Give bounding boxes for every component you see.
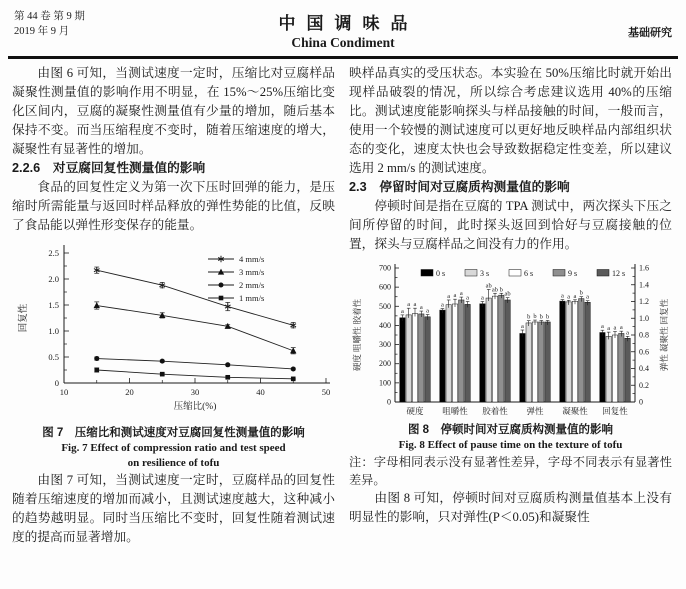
issue-info bbox=[14, 9, 132, 39]
svg-text:4 mm/s: 4 mm/s bbox=[239, 253, 265, 264]
svg-text:弹性 凝聚性 回复性: 弹性 凝聚性 回复性 bbox=[659, 298, 669, 371]
svg-text:600: 600 bbox=[379, 282, 391, 292]
svg-text:a: a bbox=[400, 307, 404, 315]
svg-text:6 s: 6 s bbox=[524, 268, 534, 278]
figure7-caption-cn: 图 7 压缩比和测试速度对豆腐回复性测量值的影响 bbox=[42, 426, 305, 439]
svg-text:a: a bbox=[419, 303, 423, 311]
svg-text:0: 0 bbox=[387, 397, 391, 406]
svg-text:3 mm/s: 3 mm/s bbox=[239, 266, 265, 277]
section-label: 基础研究 bbox=[628, 27, 672, 39]
svg-text:弹性: 弹性 bbox=[526, 405, 544, 416]
paragraph-pause-definition: 停顿时间是指在豆腐的 TPA 测试中，两次探头下压之间所停留的时间，此时探头返回到恰好与豆腐接触的位置，探头与豆腐样品之间没有力的作用。 bbox=[349, 198, 672, 251]
svg-text:1.0: 1.0 bbox=[48, 325, 59, 336]
svg-text:0.4: 0.4 bbox=[639, 363, 649, 373]
paragraph-fig6-discussion: 由图 6 可知，当测试速度一定时，压缩比对豆腐样品凝聚性测量值的影响作用不明显，在 15%～25%压缩比变化区间内，豆腐的凝聚性测量值有少量的增加，随后基本保持不变。而当压缩程度不变时，随着压缩速度的增大，凝聚性有显著性的增加。 bbox=[12, 65, 335, 156]
svg-text:a: a bbox=[619, 323, 623, 331]
svg-text:a: a bbox=[480, 294, 484, 301]
svg-text:硬度 咀嚼性 胶着性: 硬度 咀嚼性 胶着性 bbox=[352, 298, 362, 371]
figure7-caption-en-line1: Fig. 7 Effect of compression ratio and test speed bbox=[61, 441, 286, 454]
svg-text:2.5: 2.5 bbox=[48, 247, 59, 258]
journal-title-block bbox=[132, 9, 554, 51]
svg-text:ab: ab bbox=[491, 285, 499, 293]
svg-text:50: 50 bbox=[321, 386, 331, 397]
svg-text:b: b bbox=[533, 312, 537, 320]
svg-text:a: a bbox=[573, 292, 577, 300]
right-column bbox=[349, 64, 672, 547]
volume-issue: 第 44 卷 第 9 期 bbox=[14, 11, 85, 22]
issue-date: 2019 年 9 月 bbox=[14, 26, 70, 37]
svg-text:40: 40 bbox=[256, 386, 265, 397]
svg-text:回复性: 回复性 bbox=[602, 405, 628, 416]
svg-text:12 s: 12 s bbox=[612, 268, 626, 278]
svg-text:500: 500 bbox=[379, 301, 391, 311]
svg-text:凝聚性: 凝聚性 bbox=[562, 405, 588, 416]
two-column-body bbox=[0, 59, 686, 547]
svg-text:b: b bbox=[499, 285, 503, 293]
svg-text:a: a bbox=[426, 307, 430, 315]
journal-title-cn: 中国调味品 bbox=[278, 14, 419, 33]
svg-text:a: a bbox=[447, 292, 451, 300]
page-header bbox=[0, 0, 686, 51]
svg-text:压缩比(%): 压缩比(%) bbox=[173, 401, 217, 412]
svg-text:30: 30 bbox=[190, 386, 200, 397]
svg-text:1.6: 1.6 bbox=[639, 263, 649, 272]
svg-text:1 mm/s: 1 mm/s bbox=[239, 292, 265, 303]
svg-text:1.4: 1.4 bbox=[639, 279, 649, 289]
svg-text:a: a bbox=[567, 292, 571, 300]
heading-2-3: 2.3 停留时间对豆腐质构测量值的影响 bbox=[349, 179, 570, 194]
svg-text:0.8: 0.8 bbox=[639, 330, 649, 339]
svg-text:1.0: 1.0 bbox=[639, 313, 649, 323]
svg-text:9 s: 9 s bbox=[568, 268, 578, 278]
svg-text:a: a bbox=[607, 324, 611, 332]
svg-text:0: 0 bbox=[639, 397, 643, 406]
figure8-note: 注：字母相同表示没有显著性差异，字母不同表示有显著性差异。 bbox=[349, 454, 672, 487]
figure8-caption-en: Fig. 8 Effect of pause time on the texture of tofu bbox=[398, 438, 623, 451]
svg-text:ab: ab bbox=[504, 290, 511, 298]
svg-text:b: b bbox=[545, 312, 550, 320]
svg-text:a: a bbox=[453, 291, 457, 299]
svg-text:a: a bbox=[600, 322, 604, 330]
figure7-caption-en-line2: on resilience of tofu bbox=[127, 456, 220, 469]
svg-text:a: a bbox=[613, 324, 617, 332]
figure7-line-chart bbox=[12, 237, 335, 425]
svg-text:100: 100 bbox=[379, 377, 391, 387]
svg-text:ab: ab bbox=[485, 281, 492, 289]
svg-text:2.0: 2.0 bbox=[48, 273, 59, 284]
svg-text:咀嚼性: 咀嚼性 bbox=[442, 405, 468, 416]
figure8-caption-cn: 图 8 停顿时间对豆腐质构测量值的影响 bbox=[407, 423, 614, 436]
svg-text:10: 10 bbox=[59, 386, 69, 397]
svg-text:a: a bbox=[560, 292, 564, 300]
svg-text:300: 300 bbox=[379, 339, 391, 349]
svg-text:0 s: 0 s bbox=[436, 268, 446, 278]
paragraph-resilience-definition: 食品的回复性定义为第一次下压时回弹的能力，是压缩时所需能量与返回时样品释放的弹性势能的比值，反映了食品能以弹性形变保存的能量。 bbox=[12, 179, 335, 232]
paragraph-fig7-discussion: 由图 7 可知，当测试速度一定时，豆腐样品的回复性随着压缩速度的增加而减小，且测试速度越大，这种减小的趋势越明显。同时当压缩比不变时，回复性随着测试速度的提高而显著增加。 bbox=[12, 472, 335, 544]
svg-text:胶着性: 胶着性 bbox=[482, 405, 508, 416]
svg-text:3 s: 3 s bbox=[480, 268, 490, 278]
paragraph-compression-advice: 映样品真实的受压状态。本实验在 50%压缩比时就开始出现样品破裂的情况，所以综合考虑建议选用 40%的压缩比。测试速度能影响探头与样品接触的时间，一般而言，使用一个较慢的测试速度可以更好地反映样品内部组织状态的变化，速度太快也会导致数据稳定性变差，所以建议选用 2 mm/s 的测试速度。 bbox=[349, 65, 672, 175]
svg-text:a: a bbox=[466, 294, 470, 301]
svg-text:1.5: 1.5 bbox=[48, 299, 59, 310]
figure8-bar-chart bbox=[349, 256, 672, 422]
left-column bbox=[12, 64, 335, 547]
svg-text:b: b bbox=[539, 312, 543, 320]
svg-text:200: 200 bbox=[379, 358, 391, 368]
svg-text:0: 0 bbox=[54, 377, 59, 388]
svg-text:700: 700 bbox=[379, 263, 391, 272]
svg-text:20: 20 bbox=[125, 386, 134, 397]
svg-text:400: 400 bbox=[379, 320, 391, 330]
svg-text:a: a bbox=[626, 328, 630, 336]
svg-text:a: a bbox=[413, 300, 417, 308]
svg-text:2 mm/s: 2 mm/s bbox=[239, 279, 265, 290]
svg-text:a: a bbox=[459, 289, 463, 297]
svg-text:a: a bbox=[407, 300, 411, 308]
svg-text:1.2: 1.2 bbox=[639, 296, 649, 306]
svg-text:回复性: 回复性 bbox=[19, 303, 29, 332]
heading-2-2-6: 2.2.6 对豆腐回复性测量值的影响 bbox=[12, 160, 206, 175]
journal-title-en: China Condiment bbox=[291, 35, 395, 50]
svg-text:a: a bbox=[520, 322, 524, 330]
svg-text:a: a bbox=[586, 293, 590, 301]
svg-text:0.2: 0.2 bbox=[639, 380, 649, 390]
svg-text:硬度: 硬度 bbox=[406, 405, 424, 416]
svg-text:b: b bbox=[579, 289, 583, 297]
paragraph-fig8-discussion: 由图 8 可知，停顿时间对豆腐质构测量值基本上没有明显性的影响，只对弹性(P＜0.05)和凝聚性 bbox=[349, 490, 672, 524]
svg-text:a: a bbox=[440, 301, 444, 309]
svg-text:0.6: 0.6 bbox=[639, 346, 649, 356]
svg-text:b: b bbox=[527, 313, 531, 321]
svg-text:0.5: 0.5 bbox=[48, 351, 59, 362]
